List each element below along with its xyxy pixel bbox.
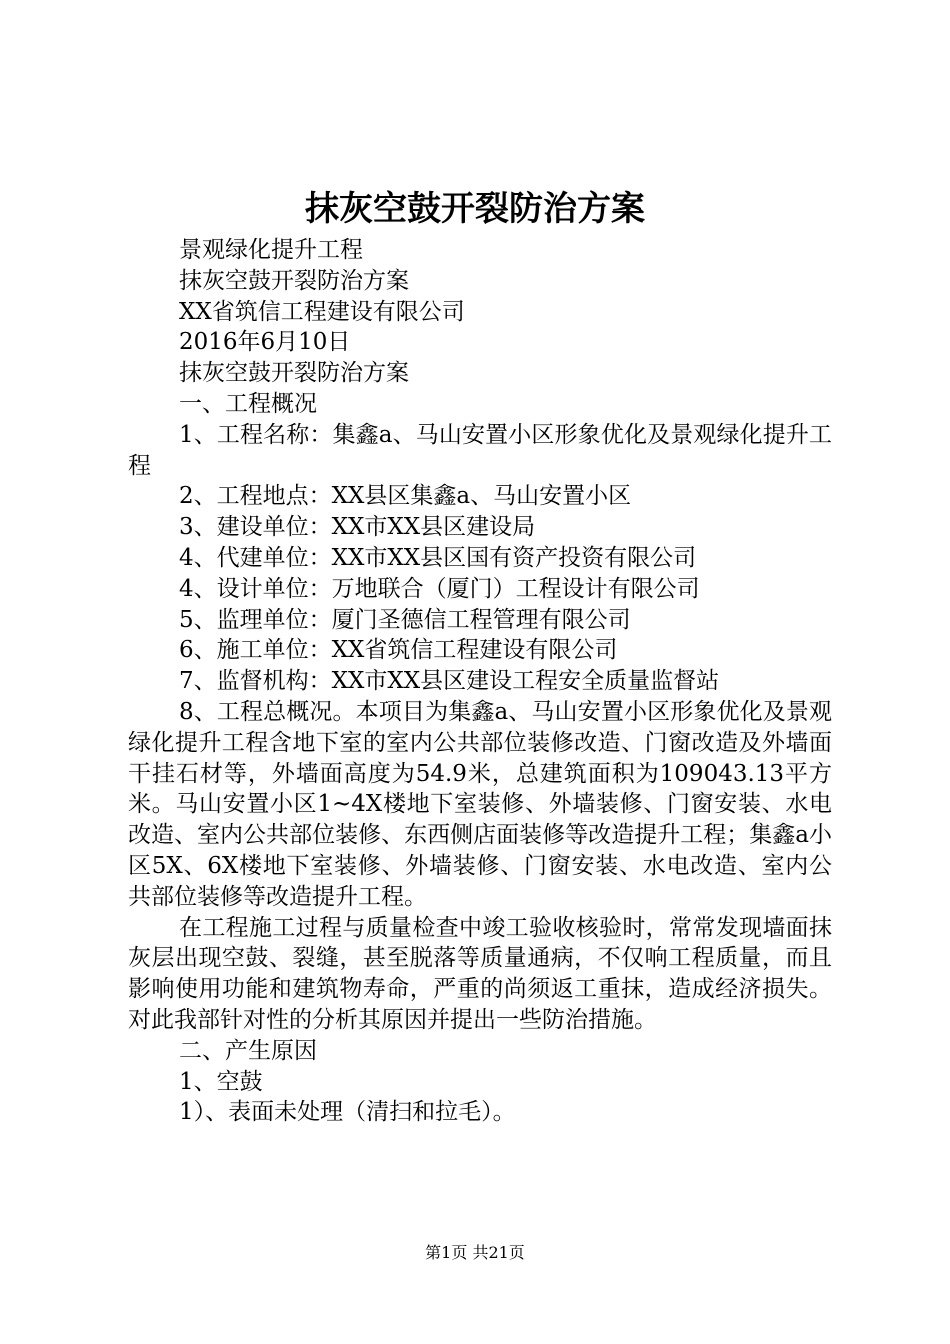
document-title: 抹灰空鼓开裂防治方案 <box>305 189 645 229</box>
paragraph: 8、工程总概况。本项目为集鑫a、马山安置小区形象优化及景观绿化提升工程含地下室的室内公共部位装修改造、门窗改造及外墙面干挂石材等，外墙面高度为54.9米，总建筑面积为109043.13平方米。马山安置小区1~4X楼地下室装修、外墙装修、门窗安装、水电改造、室内公共部位装修、东西侧店面装修等改造提升工程；集鑫a小区5X、6X楼地下室装修、外墙装修、门窗安装、水电改造、室内公共部位装修等改造提升工程。 <box>128 698 832 910</box>
paragraph: 2016年6月10日 <box>179 329 351 356</box>
paragraph: XX省筑信工程建设有限公司 <box>179 298 465 325</box>
page-footer: 第1页 共21页 <box>425 1243 525 1262</box>
paragraph: 抹灰空鼓开裂防治方案 <box>179 360 409 387</box>
section-heading: 二、产生原因 <box>179 1037 317 1064</box>
paragraph: 6、施工单位：XX省筑信工程建设有限公司 <box>179 637 618 664</box>
paragraph: 抹灰空鼓开裂防治方案 <box>179 267 409 294</box>
paragraph: 2、工程地点：XX县区集鑫a、马山安置小区 <box>179 483 632 510</box>
paragraph: 1、工程名称：集鑫a、马山安置小区形象优化及景观绿化提升工程 <box>128 421 832 479</box>
paragraph: 7、监督机构：XX市XX县区建设工程安全质量监督站 <box>179 668 720 695</box>
paragraph: 景观绿化提升工程 <box>179 237 363 263</box>
paragraph: 5、监理单位：厦门圣德信工程管理有限公司 <box>179 606 631 633</box>
paragraph: 1、空鼓 <box>179 1068 263 1095</box>
paragraph: 4、设计单位：万地联合（厦门）工程设计有限公司 <box>179 575 700 602</box>
section-heading: 一、工程概况 <box>179 390 317 417</box>
paragraph: 4、代建单位：XX市XX县区国有资产投资有限公司 <box>179 544 697 571</box>
paragraph: 在工程施工过程与质量检查中竣工验收核验时，常常发现墙面抹灰层出现空鼓、裂缝，甚至脱落等质量通病，不仅响工程质量，而且影响使用功能和建筑物寿命，严重的尚须返工重抹，造成经济损失。对此我部针对性的分析其原因并提出一些防治措施。 <box>128 914 832 1033</box>
paragraph: 1）、表面未处理（清扫和拉毛）。 <box>179 1099 516 1126</box>
document-body <box>128 235 832 1128</box>
paragraph: 3、建设单位：XX市XX县区建设局 <box>179 514 536 541</box>
